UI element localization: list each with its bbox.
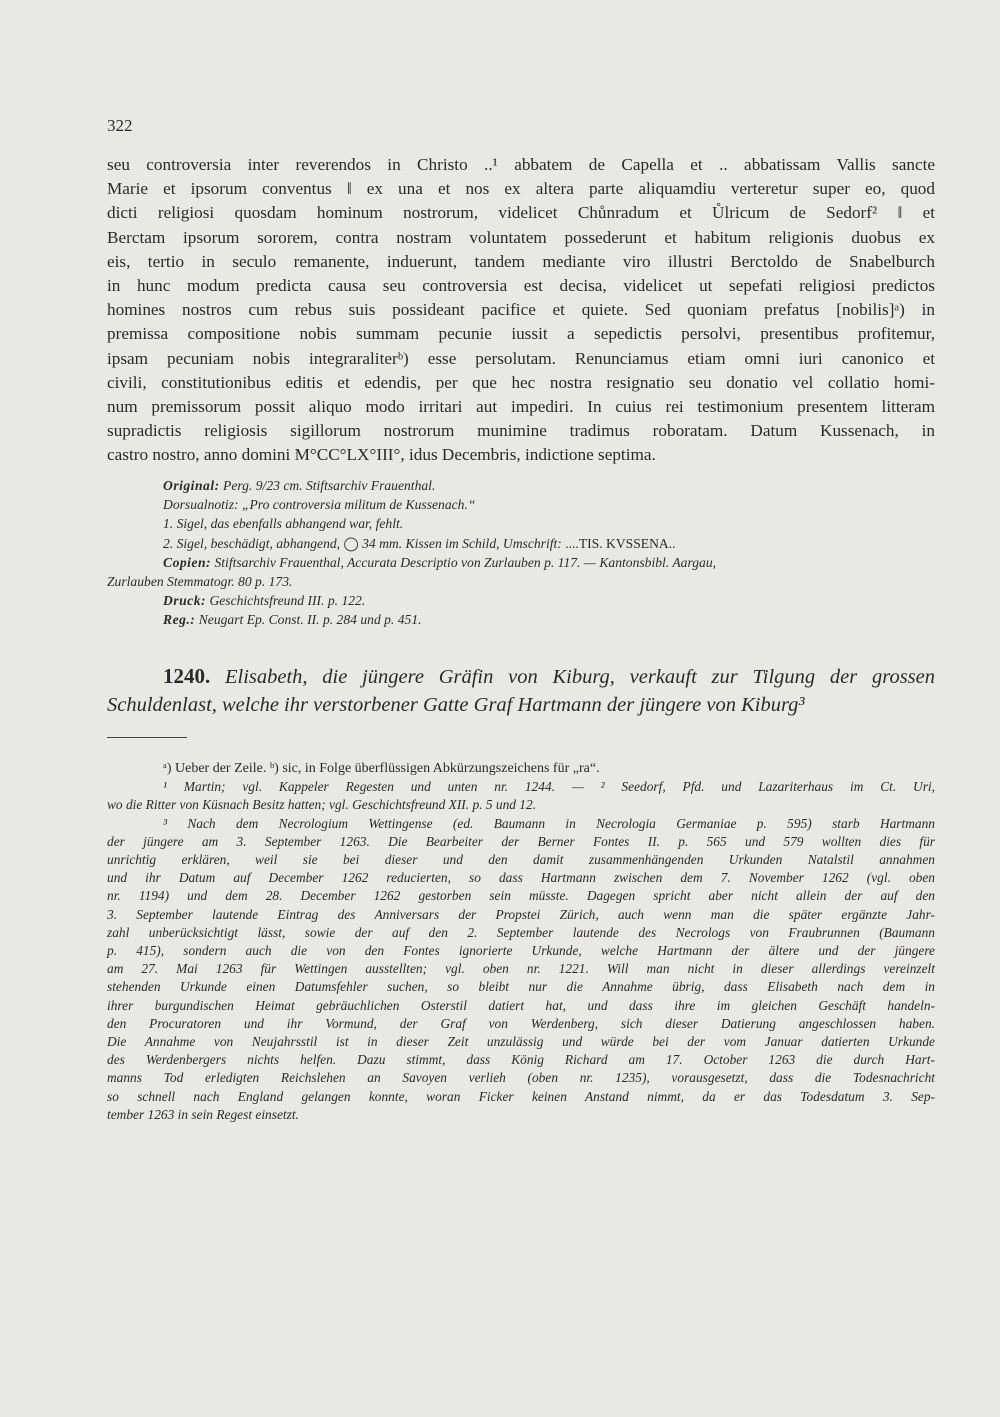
entry-title-2: Schuldenlast, welche ihr verstorbener Gatte Graf Hartmann der jüngere von Kiburg³ [107, 694, 805, 716]
apparatus-druck [107, 591, 935, 610]
footnote-line: 3. September lautende Eintrag des Anniversars der Propstei Zürich, auch wenn man die später ergänzte Jahr- [107, 906, 935, 922]
text-line: seu controversia inter reverendos in Christo ..¹ abbatem de Capella et .. abbatissam Vallis sancte [107, 155, 935, 174]
footnote-line: ihrer burgundischen Heimat gebräuchlichen Osterstil datiert hat, und dass ihre im gleichen Geschäft handeln- [107, 997, 935, 1013]
apparatus-seal-1: 1. Sigel, das ebenfalls abhangend war, fehlt. [163, 516, 404, 532]
apparatus-reg [107, 610, 935, 629]
text-line: Berctam ipsorum sororem, contra nostram voluntatem possederunt et habitum religionis duobus ex [107, 227, 935, 247]
footnote-ab: ᵃ) Ueber der Zeile. ᵇ) sic, in Folge überflüssigen Abkürzungszeichens für „ra“. [163, 761, 600, 776]
text-line: homines nostros cum rebus suis possideant pacifice et quiete. Sed quoniam prefatus [nobilis]ᵃ) in [107, 300, 935, 320]
text-line: civili, constitutionibus editis et edendis, per que hec nostra resignatio seu donatio vel collatio homi- [107, 372, 935, 392]
footnote-line: den Procuratoren und ihr Vormund, der Graf von Werdenberg, sich dieser Datierung angeschlossen haben. [107, 1015, 935, 1031]
dorsual-text: „Pro controversia militum de Kussenach.“ [241, 497, 476, 513]
critical-apparatus [107, 476, 935, 630]
copien-label: Copien: [163, 554, 212, 570]
footnote-line: p. 415), sondern auch die von den Fontes ignorierte Urkunde, welche Hartmann der ältere und der jüngere [107, 943, 935, 959]
footnote-line: wo die Ritter von Küsnach Besitz hatten; vgl. Geschichtsfreund XII. p. 5 und 12. [107, 797, 537, 813]
text-line: castro nostro, anno domini M°CC°LX°III°, idus Decembris, indictione septima. [107, 445, 656, 465]
entry-line-1 [107, 662, 935, 691]
footnote-line: Die Annahme von Neujahrsstil ist in dieser Zeit unzulässig und würde bei der vom Januar datierten Urkunde [107, 1034, 935, 1050]
footnote-line: unrichtig erklären, weil sie bei dieser und den damit zusammenhängenden Urkunden Natalstil annahmen [107, 852, 935, 868]
charter-text [107, 153, 935, 468]
text-line: in hunc modum predicta causa seu controversia est decisa, videlicet ut sepefati religiosi predictos [107, 276, 935, 296]
footnote-line: tember 1263 in sein Regest einsetzt. [107, 1106, 299, 1122]
copien-text: Stiftsarchiv Frauenthal, Accurata Descriptio von Zurlauben p. 117. — Kantonsbibl. Aargau, [214, 554, 717, 570]
reg-label: Reg.: [163, 612, 196, 628]
footnote-line: stehenden Urkunde einen Datumsfehler suchen, so bleibt nur die Annahme übrig, dass Elisabeth nach dem in [107, 979, 935, 995]
footnote-line: am 27. Mai 1263 für Wettingen ausstellten; vgl. oben nr. 1221. Will man nicht in dieser allerdings vereinzelt [107, 961, 935, 977]
footnote-line: des Werdenbergers nichts helfen. Dazu stimmt, dass König Richard am 17. October 1263 die durch Hart- [107, 1052, 935, 1068]
footnote-line: manns Tod erledigten Reichslehen an Savoyen verlieh (oben nr. 1235), vorausgesetzt, dass die Todesnachricht [107, 1070, 935, 1086]
text-line: num premissorum possit aliquo modo irritari aut impediri. In cuius rei testimonium presentem litteram [107, 397, 935, 417]
footnote-line: ¹ Martin; vgl. Kappeler Regesten und unten nr. 1244. — ² Seedorf, Pfd. und Lazariterhaus im Ct. Uri, [163, 779, 935, 795]
entry-title-1: Elisabeth, die jüngere Gräfin von Kiburg, verkauft zur Tilgung der grossen [225, 666, 935, 688]
apparatus-copien [107, 553, 935, 572]
footnote-line: der jüngere am 3. September 1263. Die Bearbeiter der Berner Fontes II. p. 565 und 579 wollten dies für [107, 833, 935, 849]
footnote-line: so schnell nach England gelangen konnte, woran Ficker keinen Anstand nimmt, da er das Todesdatum 3. Sep- [107, 1088, 935, 1104]
text-line: Marie et ipsorum conventus ‖ ex una et nos ex altera parte aliquamdiu verteretur super eo, quod [107, 179, 935, 199]
original-label: Original: [163, 478, 220, 493]
druck-text: Geschichtsfreund III. p. 122. [209, 593, 366, 609]
apparatus-dorsual [107, 495, 935, 514]
footnote-line: zahl unberücksichtigt lässt, sowie der auf den 2. September lautende des Necrologs von Fraubrunnen (Baumann [107, 924, 935, 940]
druck-label: Druck: [163, 593, 207, 609]
original-text: Perg. 9/23 cm. Stiftsarchiv Frauenthal. [223, 478, 436, 493]
reg-text: Neugart Ep. Const. II. p. 284 und p. 451. [198, 612, 422, 628]
seal-2-legend: ....TIS. KVSSENA.. [565, 535, 676, 551]
page-number: 322 [107, 116, 133, 135]
footnote-line: ³ Nach dem Necrologium Wettingense (ed. Baumann in Necrologia Germaniae p. 595) starb Hartmann [163, 815, 935, 831]
footnote-line: und ihr Datum auf December 1262 reducierten, so dass Hartmann zwischen dem 7. November 1262 (vgl. oben [107, 870, 935, 886]
apparatus-seal-2 [107, 534, 935, 553]
text-line: supradictis religiosis sigillorum nostrorum munimine tradimus roboratam. Datum Kussenach, in [107, 421, 935, 441]
apparatus-copien-cont: Zurlauben Stemmatogr. 80 p. 173. [107, 574, 293, 590]
footnote-line: nr. 1194) und dem 28. December 1262 gestorben sein müsste. Dagegen spricht aber nicht allein der auf den [107, 888, 935, 904]
dorsual-label: Dorsualnotiz: [163, 497, 239, 513]
entry-heading [107, 662, 935, 719]
seal-2-text: 2. Sigel, beschädigt, abhangend, ◯ 34 mm. Kissen im Schild, Umschrift: [163, 535, 562, 551]
apparatus-original [107, 476, 935, 495]
text-line: premissa compositione nobis summam pecunie iussit a sepedictis persolvi, presentibus profitemur, [107, 324, 935, 344]
text-line: ipsam pecuniam nobis integraraliterᵇ) esse persolutam. Renunciamus etiam omni iuri canonico et [107, 348, 935, 368]
footnote-divider [107, 737, 187, 738]
text-line: dicti religiosi quosdam hominum nostrorum, videlicet Chůnradum et Ůlricum de Sedorf² ‖ et [107, 203, 935, 223]
text-line: eis, tertio in seculo remanente, induerunt, tandem mediante viro illustri Berctoldo de Snabelburch [107, 251, 935, 271]
entry-number: 1240. [163, 664, 211, 688]
footnotes [107, 760, 935, 1124]
